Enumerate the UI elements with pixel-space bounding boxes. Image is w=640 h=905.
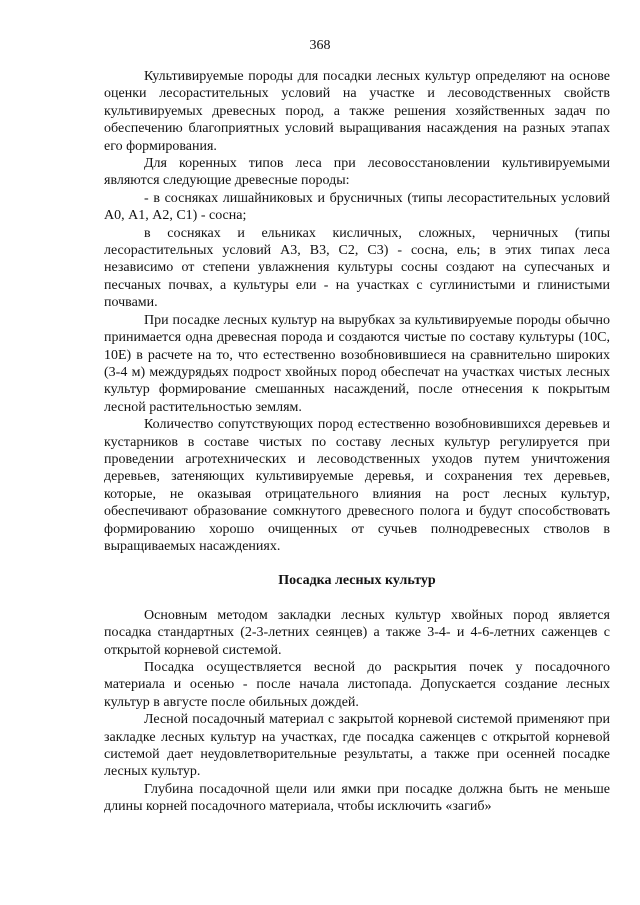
page-number: 368 [309, 38, 331, 53]
paragraph-accompanying-species: Количество сопутствующих пород естественно возобновившихся деревьев и кустарников в составе чистых по составу лесных культур регулируется при проведении агротехнических и лесоводственных уходов путем уничтожения деревьев, затеняющих культивируемые деревья, и сохранения тех деревьев, которые, не оказывая отрицательного влияния на рост лесных культур, обеспечивают образование сомкнутого древесного полога и будут способствовать формированию хорошо очищенных от сучьев полнодревесных стволов в выращиваемых насаждениях. [104, 417, 610, 554]
paragraph-native-forest-types: Для коренных типов леса при лесовосстановлении культивируемыми являются следующие древесные породы: [104, 156, 610, 189]
paragraph-main-method: Основным методом закладки лесных культур хвойных пород является посадка стандартных (2-3-летних сеянцев) а также 3-4- и 4-6-летних саженцев с открытой корневой системой. [104, 607, 610, 658]
paragraph-planting-on-clearings: При посадке лесных культур на вырубках за культивируемые породы обычно принимается одна древесная порода и создаются чистые по составу культуры (10С, 10Е) в расчете на то, что естественно возобновившиеся на сравнительно широких (3-4 м) междурядьях подрост хвойных пород обеспечат на участках чистых лесных культур формирование смешанных насаждений, после отнесения к покрытым лесной растительностью землям. [104, 312, 610, 415]
paragraph-closed-root-material: Лесной посадочный материал с закрытой корневой системой применяют при закладке лесных культур на участках, где посадка саженцев с открытой корневой системой дает неудовлетворительные результаты, а также при осенней посадке лесных культур. [104, 712, 610, 780]
paragraph-planting-season: Посадка осуществляется весной до раскрытия почек у посадочного материала и осенью - после начала листопада. Допускается создание лесных культур в августе после обильных дождей. [104, 660, 610, 710]
paragraph-planting-depth: Глубина посадочной щели или ямки при посадке должна быть не меньше длины корней посадочного материала, чтобы исключить «загиб» [104, 781, 610, 815]
paragraph-oxalis-pine-spruce: в сосняках и ельниках кисличных, сложных, черничных (типы лесорастительных условий А3, В3, С2, С3) - сосна, ель; в этих типах леса независимо от степени увлажнения культуры сосны создают на супесчаных и песчаных почвах, а культуры ели - на участках с суглинистыми и глинистыми почвами. [104, 225, 610, 311]
section-heading: Посадка лесных культур [278, 573, 436, 589]
body-text [104, 68, 610, 816]
paragraph-lichen-pine-forests: - в сосняках лишайниковых и брусничных (типы лесорастительных условий А0, А1, А2, С1) - сосна; [104, 190, 610, 224]
paragraph-cultivated-species: Культивируемые породы для посадки лесных культур определяют на основе оценки лесорастительных условий на участке и лесоводственных свойств культивируемых древесных пород, а также решения хозяйственных задач по обеспечению благоприятных условий выращивания насаждения на разных этапах его формирования. [104, 69, 610, 154]
